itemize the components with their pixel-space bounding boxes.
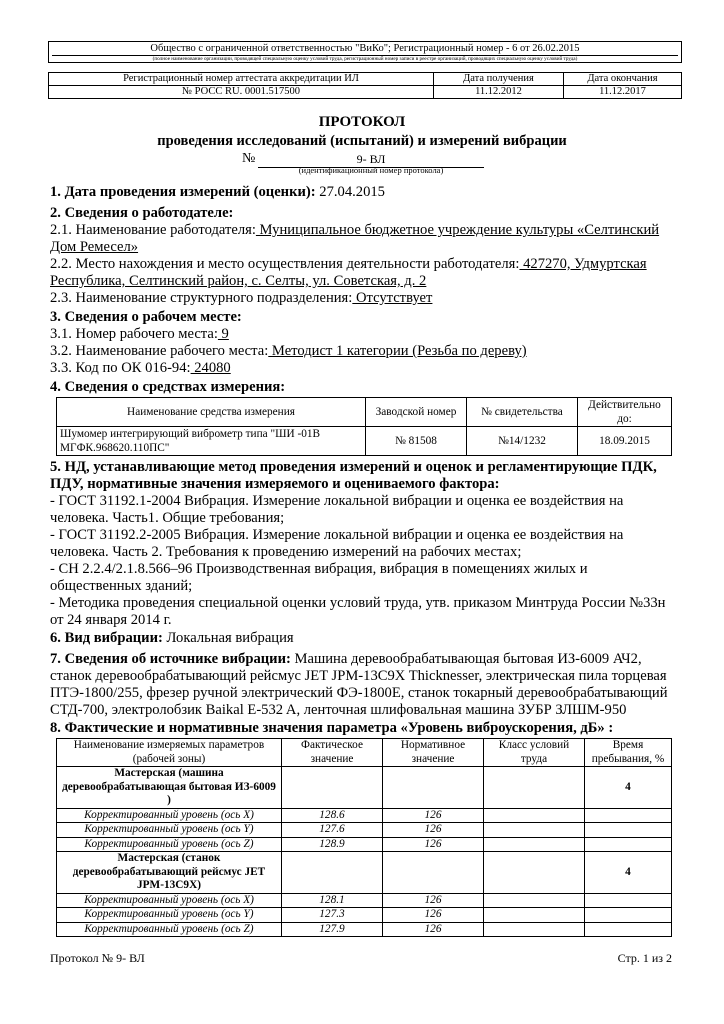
vib-zone: Мастерская (станок деревообрабатывающий рейсмус JET JPM-13C9X)	[57, 852, 282, 894]
meas-cert: №14/1232	[467, 427, 578, 456]
vib-time-empty	[585, 837, 672, 852]
measurement-instruments-table	[56, 397, 672, 456]
vib-header-norm: Нормативное значение	[383, 739, 484, 767]
org-header-table	[48, 41, 682, 63]
vib-actual: 127.6	[282, 823, 383, 838]
vib-time-empty	[585, 808, 672, 823]
s7-label: 7. Сведения об источнике вибрации:	[50, 651, 291, 667]
s5-line: - ГОСТ 31192.1-2004 Вибрация. Измерение локальной вибрации и оценка ее воздействия на	[50, 493, 624, 509]
s5-line: - Методика проведения специальной оценки условий труда, утв. приказом Минтруда России №33н	[50, 595, 666, 611]
s3-l2-value: Методист 1 категории (Резьба по дереву)	[268, 343, 527, 359]
section-6	[50, 629, 294, 648]
org-line: Общество с ограниченной ответственностью "ВиКо"; Регистрационный номер - 6 от 26.02.2015	[150, 43, 580, 54]
received-label: Дата получения	[434, 73, 564, 86]
vib-param: Корректированный уровень (ось Y)	[57, 908, 282, 923]
s7-line: СТД-700, электролобзик Baikal E-532 A, ленточная шлифовальная машина ЗУБР ЗЛШМ-950	[50, 702, 627, 718]
vib-header-class: Класс условий труда	[484, 739, 585, 767]
vib-class	[484, 823, 585, 838]
s4-heading-text: 4. Сведения о средствах измерения:	[50, 379, 286, 395]
s2-line1	[50, 221, 659, 240]
vib-norm: 126	[383, 908, 484, 923]
vib-time: 4	[585, 852, 672, 894]
s6-label: 6. Вид вибрации:	[50, 630, 163, 646]
s3-heading-text: 3. Сведения о рабочем месте:	[50, 309, 242, 325]
vib-actual: 128.9	[282, 837, 383, 852]
vib-class	[484, 808, 585, 823]
protocol-number-note: (идентификационный номер протокола)	[298, 165, 444, 175]
org-note: (полное наименование организации, проводящей специальную оценку условий труда, регистрационный номер записи в реестре организаций, проводящих специальную оценку условий труда)	[52, 55, 678, 62]
s2-l2-value: 427270, Удмуртская	[519, 256, 647, 272]
s2-l1-value: Муниципальное бюджетное учреждение культуры «Селтинский	[255, 222, 660, 238]
s5-heading-b-text: ПДУ, нормативные значения измеряемого и оцениваемого фактора:	[50, 476, 500, 492]
footer-page: Стр. 1 из 2	[617, 951, 672, 965]
s2-l1-value-b: Дом Ремесел»	[50, 239, 139, 255]
s3-l1-label: 3.1. Номер рабочего места:	[50, 326, 218, 342]
vib-time-empty	[585, 893, 672, 908]
vib-time-empty	[585, 823, 672, 838]
meas-valid: 18.09.2015	[578, 427, 672, 456]
vib-time: 4	[585, 767, 672, 809]
s5-line: от 24 января 2014 г.	[50, 612, 172, 628]
s5-line: человека. Часть1. Общие требования;	[50, 510, 285, 526]
vib-cell-empty	[484, 852, 585, 894]
meas-header-valid: Действительно до:	[578, 398, 672, 427]
vib-param: Корректированный уровень (ось Z)	[57, 922, 282, 937]
s5-line: - СН 2.2.4/2.1.8.566–96 Производственная вибрация, вибрация в помещениях жилых и	[50, 561, 588, 577]
s3-l1-value: 9	[217, 326, 229, 342]
s3-line3	[50, 359, 231, 378]
meas-header-name: Наименование средства измерения	[57, 398, 366, 427]
s5-line: - ГОСТ 31192.2-2005 Вибрация. Измерение локальной вибрации и оценка ее воздействия на	[50, 527, 624, 543]
vib-param: Корректированный уровень (ось X)	[57, 893, 282, 908]
end-value: 11.12.2017	[564, 86, 682, 99]
s2-l2-value-b: Республика, Селтинский район, с. Селты, ул. Советская, д. 2	[50, 273, 427, 289]
s7-line: ПТЭ-1800/255, фрезер ручной электрический ФЭ-1800Е, станок токарный деревообрабатывающий	[50, 685, 668, 701]
vib-actual: 128.1	[282, 893, 383, 908]
s5-heading-a-text: 5. НД, устанавливающие метод проведения измерений и оценок и регламентирующие ПДК,	[50, 459, 657, 475]
vib-cell-empty	[282, 767, 383, 809]
protocol-title: ПРОТОКОЛ	[318, 114, 406, 130]
end-label: Дата окончания	[564, 73, 682, 86]
vib-class	[484, 922, 585, 937]
s2-line3	[50, 289, 432, 308]
s8-heading-text: 8. Фактические и нормативные значения параметра «Уровень виброускорения, дБ» :	[50, 720, 614, 736]
vib-cell-empty	[383, 767, 484, 809]
s7-line1-value: Машина деревообрабатывающая бытовая ИЗ-6009 АЧ2,	[290, 651, 642, 667]
s2-l1-label: 2.1. Наименование работодателя:	[50, 222, 256, 238]
vib-norm: 126	[383, 808, 484, 823]
footer-protocol: Протокол № 9- ВЛ	[50, 951, 145, 965]
org-header-cell	[49, 42, 682, 63]
s3-l2-label: 3.2. Наименование рабочего места:	[50, 343, 269, 359]
protocol-subtitle: проведения исследований (испытаний) и измерений вибрации	[157, 133, 567, 149]
vib-norm: 126	[383, 922, 484, 937]
s1-value: 27.04.2015	[315, 184, 385, 200]
vib-param: Корректированный уровень (ось Z)	[57, 837, 282, 852]
s2-l3-value: Отсутствует	[352, 290, 433, 306]
meas-serial: № 81508	[366, 427, 467, 456]
vib-zone: Мастерская (машина деревообрабатывающая бытовая ИЗ-6009 )	[57, 767, 282, 809]
s5-line: человека. Часть 2. Требования к проведению измерений на рабочих местах;	[50, 544, 522, 560]
meas-name: Шумомер интегрирующий виброметр типа "ШИ -01В МГФК.968620.110ПС"	[57, 427, 366, 456]
s2-l3-label: 2.3. Наименование структурного подразделения:	[50, 290, 353, 306]
s8-heading	[50, 719, 613, 738]
accreditation-table	[48, 72, 682, 99]
vib-param: Корректированный уровень (ось Y)	[57, 823, 282, 838]
vib-norm: 126	[383, 823, 484, 838]
vib-header-actual: Фактическое значение	[282, 739, 383, 767]
vib-actual: 128.6	[282, 808, 383, 823]
vib-class	[484, 893, 585, 908]
s2-heading-text: 2. Сведения о работодателе:	[50, 205, 234, 221]
s3-l3-value: 24080	[190, 360, 231, 376]
s3-l3-label: 3.3. Код по ОК 016-94:	[50, 360, 191, 376]
s7-line: станок деревообрабатывающий рейсмус JET JPM-13C9X Thicknesser, электрическая пила торцевая	[50, 668, 667, 684]
vib-class	[484, 908, 585, 923]
vib-time-empty	[585, 908, 672, 923]
vibration-table	[56, 738, 672, 937]
meas-header-cert: № свидетельства	[467, 398, 578, 427]
vib-actual: 127.3	[282, 908, 383, 923]
vib-cell-empty	[282, 852, 383, 894]
s2-l2-label: 2.2. Место нахождения и место осуществления деятельности работодателя:	[50, 256, 520, 272]
protocol-number-prefix: №	[242, 151, 256, 166]
s4-heading	[50, 378, 285, 397]
accred-value: № РОСС RU. 0001.517500	[49, 86, 434, 99]
vib-header-param: Наименование измеряемых параметров (рабочей зоны)	[57, 739, 282, 767]
vib-class	[484, 837, 585, 852]
vib-time-empty	[585, 922, 672, 937]
vib-param: Корректированный уровень (ось X)	[57, 808, 282, 823]
protocol-number: 9- ВЛ	[258, 152, 484, 168]
s6-value: Локальная вибрация	[162, 630, 294, 646]
meas-header-serial: Заводской номер	[366, 398, 467, 427]
s1-label: 1. Дата проведения измерений (оценки):	[50, 184, 316, 200]
accred-label: Регистрационный номер аттестата аккредитации ИЛ	[49, 73, 434, 86]
section-1	[50, 183, 385, 202]
received-value: 11.12.2012	[434, 86, 564, 99]
s5-line: общественных зданий;	[50, 578, 193, 594]
vib-cell-empty	[383, 852, 484, 894]
vib-cell-empty	[484, 767, 585, 809]
vib-norm: 126	[383, 893, 484, 908]
vib-header-time: Время пребывания, %	[585, 739, 672, 767]
vib-norm: 126	[383, 837, 484, 852]
vib-actual: 127.9	[282, 922, 383, 937]
